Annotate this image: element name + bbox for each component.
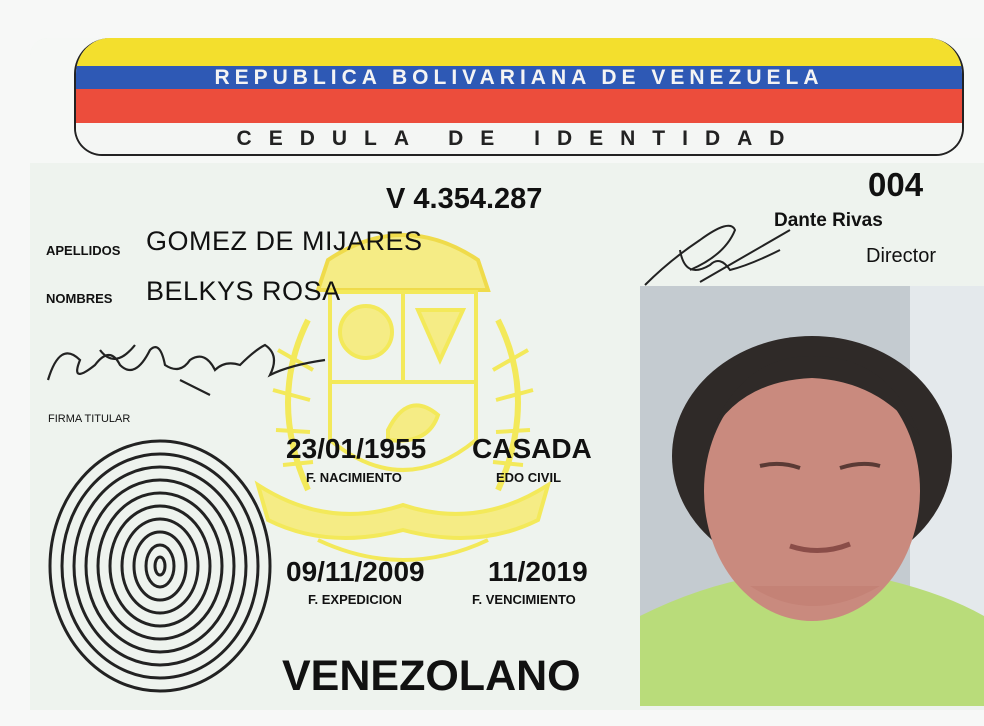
republic-title: REPUBLICA BOLIVARIANA DE VENEZUELA <box>214 66 824 89</box>
holder-photo <box>640 286 984 706</box>
surnames-value: GOMEZ DE MIJARES <box>146 226 423 256</box>
flag-red-band <box>76 89 962 123</box>
civil-status-label: EDO CIVIL <box>496 470 562 485</box>
expiry-date: 11/2019 <box>488 556 588 587</box>
nationality: VENEZOLANO <box>282 652 581 700</box>
flag-header <box>74 38 964 156</box>
director-signature-icon <box>640 210 800 290</box>
id-number: V 4.354.287 <box>386 183 543 215</box>
director-name: Dante Rivas <box>774 210 883 231</box>
card-code: 004 <box>868 166 924 203</box>
birth-date-label: F. NACIMIENTO <box>306 470 402 485</box>
names-label: NOMBRES <box>46 291 113 306</box>
birth-date: 23/01/1955 <box>286 433 427 464</box>
director-title: Director <box>866 245 937 267</box>
civil-status: CASADA <box>472 433 592 464</box>
issue-date-label: F. EXPEDICION <box>308 592 402 607</box>
holder-signature-icon <box>40 320 330 400</box>
issue-date: 09/11/2009 <box>286 556 425 587</box>
names-value: BELKYS ROSA <box>146 276 341 306</box>
fingerprint-icon <box>42 436 278 696</box>
expiry-date-label: F. VENCIMIENTO <box>472 592 576 607</box>
flag-yellow-band <box>76 38 962 66</box>
document-type-title: CEDULA DE IDENTIDAD <box>236 127 802 150</box>
portrait-icon <box>640 286 984 706</box>
signature-label: FIRMA TITULAR <box>48 413 131 425</box>
surnames-label: APELLIDOS <box>46 243 121 258</box>
